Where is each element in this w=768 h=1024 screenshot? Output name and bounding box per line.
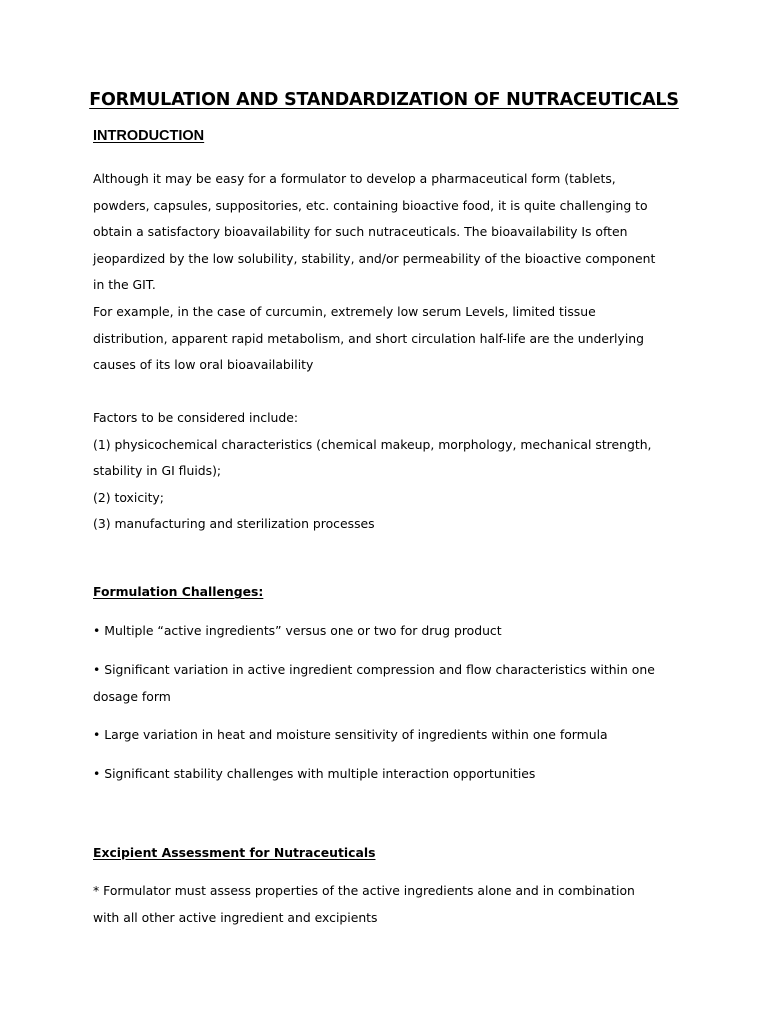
challenge-item <box>93 657 683 710</box>
text-line: in the GIT. <box>93 277 156 293</box>
text-line: powders, capsules, suppositories, etc. containing bioactive food, it is quite challenging to <box>93 197 648 213</box>
text-line: • Significant variation in active ingredient compression and flow characteristics within one <box>93 662 655 677</box>
factors-list <box>93 405 683 538</box>
introduction-heading: INTRODUCTION <box>93 128 205 144</box>
challenge-item <box>93 618 683 645</box>
excipient-assessment-heading: Excipient Assessment for Nutraceuticals <box>93 845 376 860</box>
text-line: * Formulator must assess properties of the active ingredients alone and in combination <box>93 883 635 898</box>
challenge-item <box>93 761 683 788</box>
text-line: Although it may be easy for a formulator to develop a pharmaceutical form (tablets, <box>93 171 616 186</box>
text-line: (1) physicochemical characteristics (chemical makeup, morphology, mechanical strength, <box>93 436 652 452</box>
text-line: • Multiple “active ingredients” versus one or two for drug product <box>93 623 502 638</box>
text-line: (3) manufacturing and sterilization processes <box>93 516 375 532</box>
text-line: causes of its low oral bioavailability <box>93 357 314 373</box>
text-line: stability in GI fluids); <box>93 463 222 479</box>
excipient-paragraph <box>93 878 683 931</box>
text-line: with all other active ingredient and excipients <box>93 909 378 925</box>
text-line: • Large variation in heat and moisture sensitivity of ingredients within one formula <box>93 727 608 742</box>
document-title: FORMULATION AND STANDARDIZATION OF NUTRACEUTICALS <box>89 90 679 110</box>
text-line: (2) toxicity; <box>93 489 164 505</box>
text-line: For example, in the case of curcumin, extremely low serum Levels, limited tissue <box>93 303 596 319</box>
text-line: obtain a satisfactory bioavailability for such nutraceuticals. The bioavailability Is often <box>93 224 628 240</box>
challenge-item <box>93 722 683 749</box>
text-line: • Significant stability challenges with multiple interaction opportunities <box>93 766 536 781</box>
text-line: jeopardized by the low solubility, stability, and/or permeability of the bioactive component <box>93 250 656 266</box>
text-line: Factors to be considered include: <box>93 410 299 425</box>
formulation-challenges-heading: Formulation Challenges: <box>93 584 264 599</box>
text-line: dosage form <box>93 688 171 704</box>
text-line: distribution, apparent rapid metabolism, and short circulation half-life are the underlying <box>93 330 644 346</box>
introduction-paragraph <box>93 166 683 379</box>
